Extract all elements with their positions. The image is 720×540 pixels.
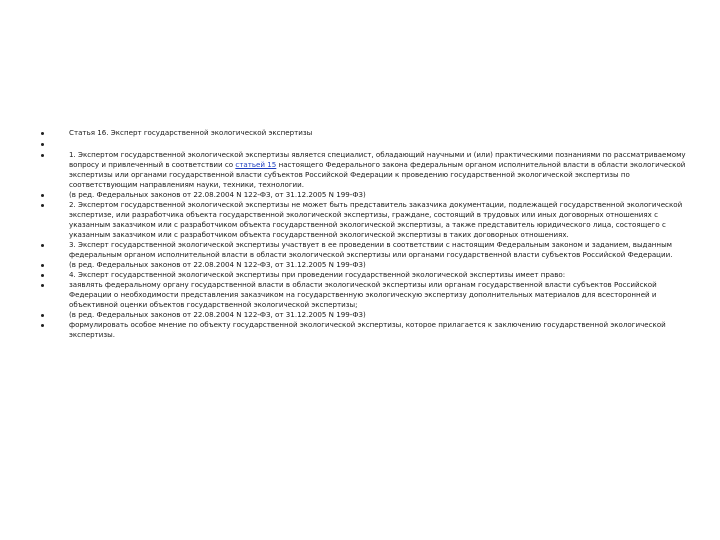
bullet-icon	[41, 132, 44, 135]
list-item-paragraph-4	[40, 270, 688, 280]
bullet-icon	[41, 324, 44, 327]
paragraph-2-text: 2. Экспертом государственной экологической экспертизы не может быть представитель заказчика документации, подлежащей государственной экологической экспертизе, или разработчика объекта государственной экологической экспертизы, граждане, состоящий в трудовых или иных договорных отношениях с указанным заказчиком или с разработчиком объекта государственной экологической экспертизы, а также представитель юридического лица, состоящего с указанным заказчиком или с разработчиком объекта государственной экологической экспертизы в таких договорных отношениях.	[69, 200, 683, 239]
article-15-link[interactable]: статьей 15	[235, 160, 277, 169]
article-bullet-list	[40, 128, 688, 340]
list-item-empty	[40, 139, 688, 149]
paragraph-5-text: заявлять федеральному органу государственной власти в области экологической экспертизы или органам государственной власти субъектов Российской Федерации о необходимости представления заказчиком на государственную экологическую экспертизу дополнительных материалов для всесторонней и объективной оценки объектов государственной экологической экспертизы;	[69, 280, 657, 309]
bullet-icon	[41, 264, 44, 267]
edit-note-3: (в ред. Федеральных законов от 22.08.2004 N 122-ФЗ, от 31.12.2005 N 199-ФЗ)	[69, 310, 366, 319]
bullet-icon	[41, 284, 44, 287]
list-item-paragraph-6	[40, 320, 688, 340]
paragraph-1-text-start: 1. Экспертом государственной экологической экспертизы является специалист, обладающий научными и (или) практическими познаниями по рассматриваемому вопросу и привлеченный в соответствии со	[69, 150, 686, 169]
list-item-title	[40, 128, 688, 138]
bullet-icon	[41, 244, 44, 247]
list-item-edit-note-2	[40, 260, 688, 270]
list-item-paragraph-5	[40, 280, 688, 310]
paragraph-4-text: 4. Эксперт государственной экологической экспертизы при проведении государственной экологической экспертизы имеет право:	[69, 270, 566, 279]
paragraph-6-text: формулировать особое мнение по объекту государственной экологической экспертизы, которое прилагается к заключению государственной экологической экспертизы.	[69, 320, 666, 339]
bullet-icon	[41, 314, 44, 317]
paragraph-1-text-end: настоящего Федерального закона федеральным органом исполнительной власти в области экологической экспертизы или органами государственной власти субъектов Российской Федерации к проведению государственной экологической экспертизы по соответствующим направлениям науки, техники, технологии.	[69, 160, 686, 189]
bullet-icon	[41, 154, 44, 157]
bullet-icon	[41, 194, 44, 197]
edit-note-2: (в ред. Федеральных законов от 22.08.2004 N 122-ФЗ, от 31.12.2005 N 199-ФЗ)	[69, 260, 366, 269]
bullet-icon	[41, 143, 44, 146]
bullet-icon	[41, 274, 44, 277]
list-item-paragraph-2	[40, 200, 688, 240]
paragraph-3-text: 3. Эксперт государственной экологической экспертизы участвует в ее проведении в соответствии с настоящим Федеральным законом и заданием, выданным федеральным органом исполнительной власти в области экологической экспертизы или органами государственной власти субъектов Российской Федерации.	[69, 240, 673, 259]
list-item-paragraph-3	[40, 240, 688, 260]
bullet-icon	[41, 204, 44, 207]
article-title: Статья 16. Эксперт государственной экологической экспертизы	[69, 128, 313, 137]
edit-note-1: (в ред. Федеральных законов от 22.08.2004 N 122-ФЗ, от 31.12.2005 N 199-ФЗ)	[69, 190, 366, 199]
list-item-edit-note-1	[40, 190, 688, 200]
list-item-edit-note-3	[40, 310, 688, 320]
list-item-paragraph-1	[40, 150, 688, 190]
